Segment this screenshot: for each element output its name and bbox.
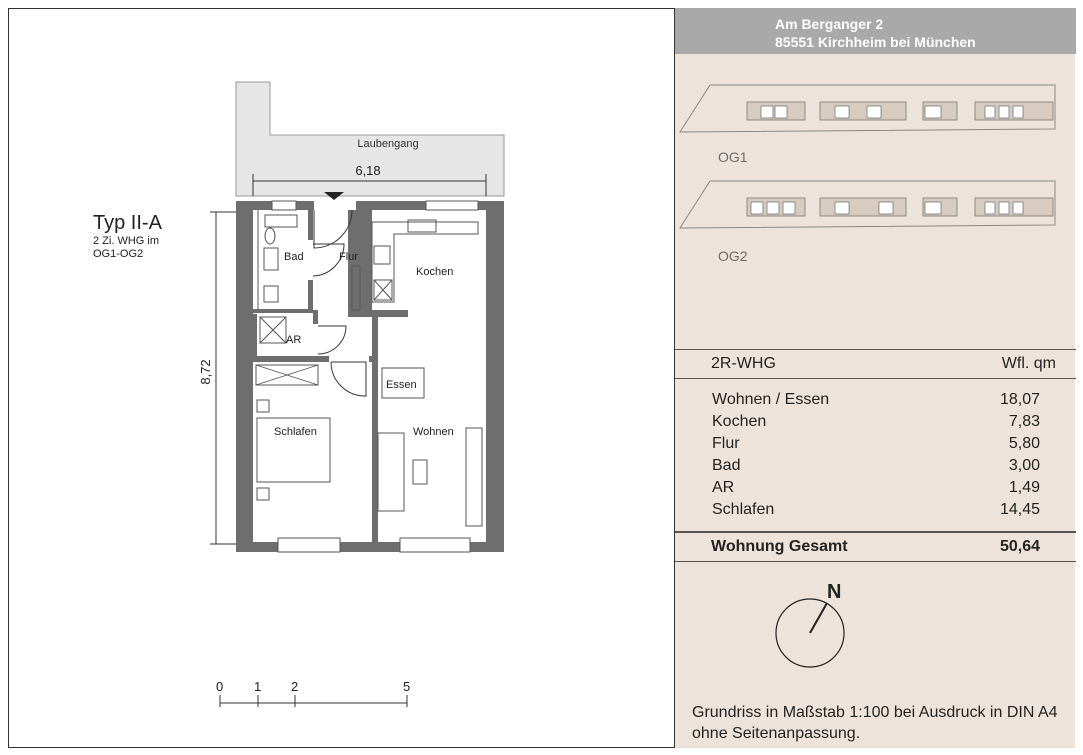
corridor-label: Laubengang (357, 138, 419, 150)
unit-type-block (93, 212, 162, 261)
scale-tick-1: 1 (254, 679, 262, 694)
table-row (712, 391, 1040, 413)
room-label-wohnen: Wohnen (413, 426, 454, 438)
key-plan (675, 54, 1076, 349)
address-line2: 85551 Kirchheim bei München (775, 34, 976, 50)
floor-label-og2: OG2 (718, 248, 748, 264)
table-head-left: 2R-WHG (711, 355, 776, 372)
height-dimension-label: 8,72 (198, 359, 213, 385)
table-row (712, 501, 1040, 523)
table-head-right: Wfl. qm (1001, 355, 1056, 372)
scale-tick-2: 2 (291, 679, 299, 694)
area-table (675, 349, 1076, 523)
scale-bar (214, 677, 414, 707)
compass-icon (765, 576, 865, 686)
total-row (675, 531, 1076, 562)
info-panel (674, 8, 1075, 748)
scale-tick-0: 0 (216, 679, 224, 694)
key-plan-drawing (675, 54, 1076, 349)
room-label-flur: Flur (339, 251, 358, 263)
row-name: Schlafen (712, 501, 775, 518)
row-value: 14,45 (999, 501, 1040, 518)
total-label: Wohnung Gesamt (711, 538, 848, 555)
floor-label-og1: OG1 (718, 149, 748, 165)
scale-tick-5: 5 (403, 679, 411, 694)
table-row (712, 457, 1040, 479)
row-name: Flur (712, 435, 740, 452)
row-value: 18,07 (999, 391, 1040, 408)
room-label-essen: Essen (386, 379, 417, 391)
area-table-header (675, 349, 1076, 379)
row-value: 5,80 (1008, 435, 1040, 452)
north-label: N (827, 581, 842, 603)
row-name: Kochen (712, 413, 767, 430)
address-header (675, 8, 1076, 54)
table-row (712, 479, 1040, 501)
table-row (712, 435, 1040, 457)
row-name: Bad (712, 457, 741, 474)
row-name: AR (712, 479, 735, 496)
scale-note: Grundriss in Maßstab 1:100 bei Ausdruck in DIN A4 ohne Seitenanpassung. (692, 704, 1058, 742)
row-name: Wohnen / Essen (712, 391, 830, 408)
unit-type-sub1: 2 Zi. WHG im (93, 235, 159, 247)
row-value: 7,83 (1008, 413, 1040, 430)
room-label-bad: Bad (284, 251, 304, 263)
room-label-ar: AR (286, 334, 302, 346)
floor-plan-area (8, 8, 674, 748)
row-value: 1,49 (1008, 479, 1040, 496)
floor-plan-drawing (8, 8, 674, 748)
row-value: 3,00 (1008, 457, 1040, 474)
room-label-kochen: Kochen (416, 266, 454, 278)
total-value: 50,64 (999, 538, 1040, 555)
table-row (712, 413, 1040, 435)
room-label-schlafen: Schlafen (274, 426, 317, 438)
address-line1: Am Berganger 2 (775, 16, 884, 32)
unit-type-sub2: OG1-OG2 (93, 248, 144, 260)
unit-type-title: Typ II-A (93, 212, 162, 234)
width-dimension-label: 6,18 (355, 163, 381, 178)
area-table-body (675, 379, 1076, 523)
